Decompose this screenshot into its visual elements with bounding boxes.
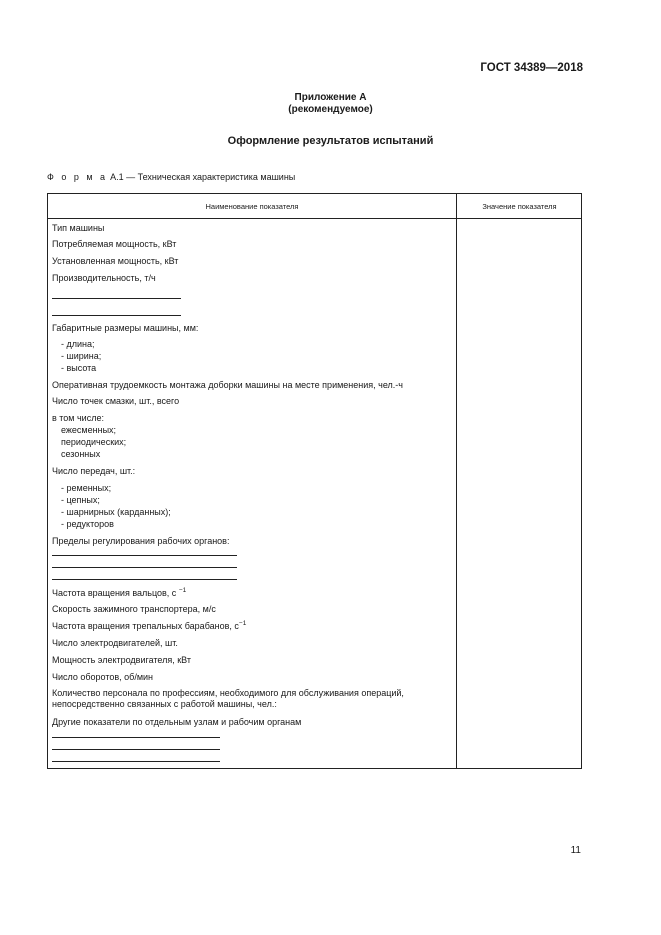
row-reducers: - редукторов [61, 519, 114, 529]
document-code: ГОСТ 34389—2018 [480, 62, 583, 74]
column-divider [456, 194, 457, 768]
row-daily: ежесменных; [61, 425, 117, 435]
blank-line [52, 315, 181, 316]
row-drum-speed [52, 621, 246, 632]
header-divider [48, 218, 581, 219]
blank-line [52, 579, 237, 580]
row-personnel-line1: Количество персонала по профессиям, необходимого для обслуживания операций, [52, 688, 404, 698]
page-title: Оформление результатов испытаний [227, 135, 434, 147]
row-lube-points: Число точек смазки, шт., всего [52, 396, 180, 406]
blank-line [52, 761, 220, 762]
blank-line [52, 749, 220, 750]
blank-line [52, 567, 237, 568]
blank-line [52, 555, 237, 556]
row-labor: Оперативная трудоемкость монтажа доборки машины на месте применения, чел.-ч [52, 380, 403, 390]
drum-speed-label: Частота вращения трепальных барабанов, с [52, 621, 239, 631]
row-belt: - ременных; [61, 483, 112, 493]
row-including: в том числе: [52, 413, 104, 423]
row-personnel-line2: непосредственно связанных с работой машины, чел.: [52, 699, 277, 709]
row-roller-speed [52, 588, 186, 599]
row-motor-power: Мощность электродвигателя, кВт [52, 655, 191, 665]
appendix-title: Приложение А [294, 92, 367, 103]
form-caption [47, 172, 295, 182]
form-number: А.1 — Техническая характеристика машины [110, 172, 296, 182]
row-productivity: Производительность, т/ч [52, 273, 156, 283]
row-seasonal: сезонных [61, 449, 101, 459]
blank-line [52, 737, 220, 738]
roller-speed-exponent: −1 [178, 587, 187, 594]
row-machine-type: Тип машины [52, 223, 105, 233]
row-other: Другие показатели по отдельным узлам и рабочим органам [52, 717, 302, 727]
form-label: Ф о р м а [47, 172, 108, 182]
row-power-consumed: Потребляемая мощность, кВт [52, 239, 177, 249]
appendix-subtitle: (рекомендуемое) [288, 104, 373, 115]
row-dimensions: Габаритные размеры машины, мм: [52, 323, 199, 333]
row-cardan: - шарнирных (карданных); [61, 507, 171, 517]
column-header-value: Значение показателя [482, 202, 557, 211]
column-header-name: Наименование показателя [205, 202, 299, 211]
roller-speed-label: Частота вращения вальцов, с [52, 588, 177, 598]
row-rpm: Число оборотов, об/мин [52, 672, 154, 682]
row-motors: Число электродвигателей, шт. [52, 638, 178, 648]
row-power-installed: Установленная мощность, кВт [52, 256, 179, 266]
drum-speed-exponent: −1 [238, 620, 247, 627]
row-length: - длина; [61, 339, 95, 349]
row-height: - высота [61, 363, 97, 373]
row-width: - ширина; [61, 351, 102, 361]
row-regulation: Пределы регулирования рабочих органов: [52, 536, 230, 546]
page-number: 11 [570, 845, 581, 856]
row-conveyor-speed: Скорость зажимного транспортера, м/с [52, 604, 216, 614]
blank-line [52, 298, 181, 299]
characteristics-table [47, 193, 582, 769]
row-chain: - цепных; [61, 495, 100, 505]
row-periodic: периодических; [61, 437, 127, 447]
row-gears: Число передач, шт.: [52, 466, 136, 476]
